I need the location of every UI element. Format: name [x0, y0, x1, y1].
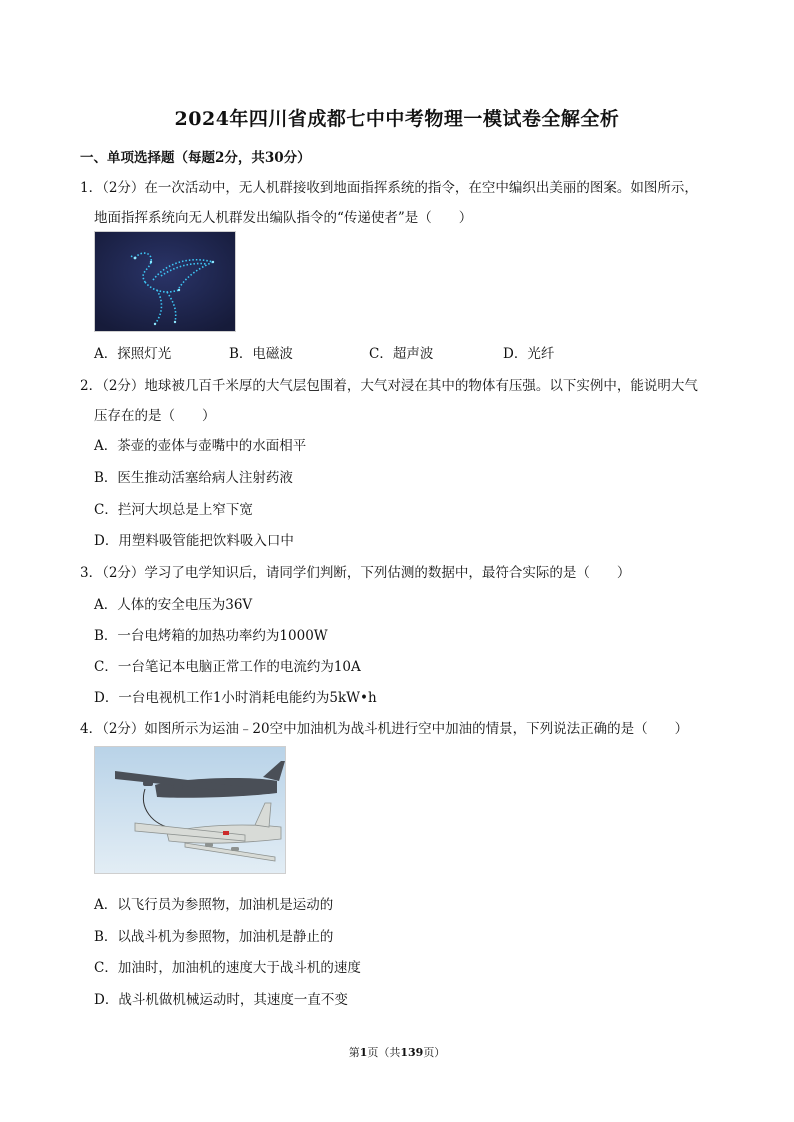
q4-option-a: A．以飞行员为参照物，加油机是运动的: [94, 897, 334, 913]
footer-suffix: 页）: [423, 1046, 446, 1059]
q1-stem-line2: 地面指挥系统向无人机群发出编队指令的“传递使者”是（ ）: [94, 210, 473, 226]
q1-option-a: A．探照灯光: [94, 346, 172, 362]
footer-total-pages: 139: [400, 1046, 424, 1059]
q2-stem-line2: 压存在的是（ ）: [94, 408, 216, 424]
section-heading: 一、单项选择题（每题2分，共30分）: [80, 150, 311, 166]
q2-option-b: B．医生推动活塞给病人注射药液: [94, 470, 293, 486]
footer-middle: 页（共: [367, 1046, 401, 1059]
footer-page-number: 1: [359, 1046, 368, 1059]
q1-option-b: B．电磁波: [229, 346, 293, 362]
q4-stem: 4．（2分）如图所示为运油﹣20空中加油机为战斗机进行空中加油的情景，下列说法正确的是（ ）: [80, 721, 689, 737]
q2-option-a: A．茶壶的壶体与壶嘴中的水面相平: [94, 438, 307, 454]
q3-stem: 3．（2分）学习了电学知识后，请同学们判断，下列估测的数据中，最符合实际的是（ ）: [80, 565, 631, 581]
q3-option-d: D．一台电视机工作1小时消耗电能约为5kW•h: [94, 690, 377, 706]
q3-option-b: B．一台电烤箱的加热功率约为1000W: [94, 628, 328, 644]
q1-option-c: C．超声波: [369, 346, 434, 362]
q4-option-c: C．加油时，加油机的速度大于战斗机的速度: [94, 960, 361, 976]
q4-option-d: D．战斗机做机械运动时，其速度一直不变: [94, 992, 348, 1008]
page-footer: [0, 1044, 794, 1060]
aerial-refueling-image: [94, 746, 286, 874]
q4-option-b: B．以战斗机为参照物，加油机是静止的: [94, 929, 334, 945]
q1-stem-line1: 1．（2分）在一次活动中，无人机群接收到地面指挥系统的指令，在空中编织出美丽的图案。如图所示，: [80, 180, 698, 196]
q2-option-c: C．拦河大坝总是上窄下宽: [94, 502, 253, 518]
footer-prefix: 第: [348, 1046, 360, 1059]
q3-option-c: C．一台笔记本电脑正常工作的电流约为10A: [94, 659, 361, 675]
page-title: 2024年四川省成都七中中考物理一模试卷全解全析: [174, 108, 620, 130]
q1-option-d: D．光纤: [503, 346, 555, 362]
drone-formation-image: [94, 231, 236, 332]
q2-option-d: D．用塑料吸管能把饮料吸入口中: [94, 533, 294, 549]
q2-stem-line1: 2．（2分）地球被几百千米厚的大气层包围着，大气对浸在其中的物体有压强。以下实例中，能说明大气: [80, 378, 698, 394]
q3-option-a: A．人体的安全电压为36V: [94, 597, 253, 613]
